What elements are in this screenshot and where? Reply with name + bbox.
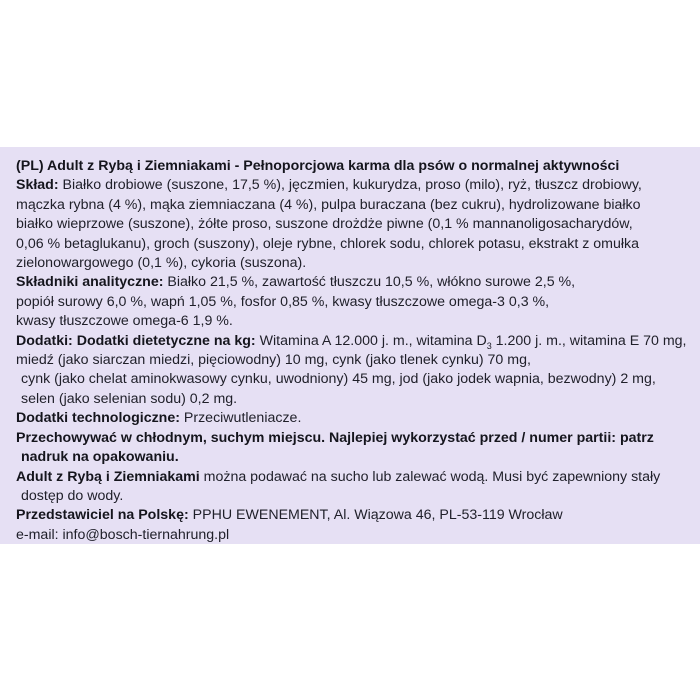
- dodatki-line: cynk (jako chelat aminokwasowy cynku, uwodniony) 45 mg, jod (jako jodek wapnia, bezwodny) 2 mg,: [21, 371, 656, 388]
- technologiczne-heading: Dodatki technologiczne:: [16, 410, 180, 427]
- sklad-line: mączka rybna (4 %), mąka ziemniaczana (4 %), pulpa buraczana (bez cukru), hydrolizowane białko: [16, 196, 641, 213]
- analityczne-heading: Składniki analityczne:: [16, 274, 164, 291]
- sklad-line: 0,06 % betaglukanu), groch (suszony), oleje rybne, chlorek sodu, chlorek potasu, ekstrakt z omułka: [16, 235, 639, 252]
- feeding-line: Adult z Rybą i Ziemniakami można podawać na sucho lub zalewać wodą. Musi być zapewniony stały: [16, 468, 661, 485]
- analityczne-line: popiół surowy 6,0 %, wapń 1,05 %, fosfor 0,85 %, kwasy tłuszczowe omega-3 0,3 %,: [16, 293, 550, 310]
- analityczne-line: Składniki analityczne: Białko 21,5 %, zawartość tłuszczu 10,5 %, włókno surowe 2,5 %,: [16, 274, 576, 291]
- email-line: e-mail: info@bosch-tiernahrung.pl: [16, 526, 230, 543]
- storage-line: Przechowywać w chłodnym, suchym miejscu. Najlepiej wykorzystać przed / numer partii: patrz: [16, 429, 654, 446]
- product-title: (PL) Adult z Rybą i Ziemniakami - Pełnoporcjowa karma dla psów o normalnej aktywności: [16, 158, 620, 174]
- technologiczne-line: Dodatki technologiczne: Przeciwutleniacze.: [16, 410, 302, 427]
- product-label: [0, 147, 700, 544]
- sklad-line: białko wieprzowe (suszone), żółte proso, suszone drożdże piwne (0,1 % mannanoligosacharydów,: [16, 216, 633, 233]
- dodatki-line: miedź (jako siarczan miedzi, pięciowodny) 10 mg, cynk (jako tlenek cynku) 70 mg,: [16, 352, 531, 369]
- sklad-line: zielonowargowego (0,1 %), cykoria (suszona).: [16, 255, 307, 272]
- representative-line: Przedstawiciel na Polskę: PPHU EWENEMENT, Al. Wiązowa 46, PL-53-119 Wrocław: [16, 507, 563, 524]
- representative-heading: Przedstawiciel na Polskę:: [16, 507, 189, 524]
- feeding-heading: Adult z Rybą i Ziemniakami: [16, 468, 200, 485]
- sklad-line: Skład: Białko drobiowe (suszone, 17,5 %), jęczmien, kukurydza, proso (milo), ryż, tłuszcz drobiowy,: [16, 177, 642, 194]
- storage-line: nadruk na opakowaniu.: [21, 449, 179, 466]
- analityczne-line: kwasy tłuszczowe omega-6 1,9 %.: [16, 313, 233, 330]
- dodatki-line: selen (jako selenian sodu) 0,2 mg.: [21, 390, 238, 407]
- feeding-line: dostęp do wody.: [21, 487, 124, 504]
- sklad-heading: Skład:: [16, 177, 59, 194]
- dodatki-line: Dodatki: Dodatki dietetyczne na kg: Witamina A 12.000 j. m., witamina $D_3$ 1.200 j. m., witamina E 70 mg,: [16, 332, 687, 351]
- dodatki-heading: Dodatki: Dodatki dietetyczne na kg:: [16, 332, 256, 349]
